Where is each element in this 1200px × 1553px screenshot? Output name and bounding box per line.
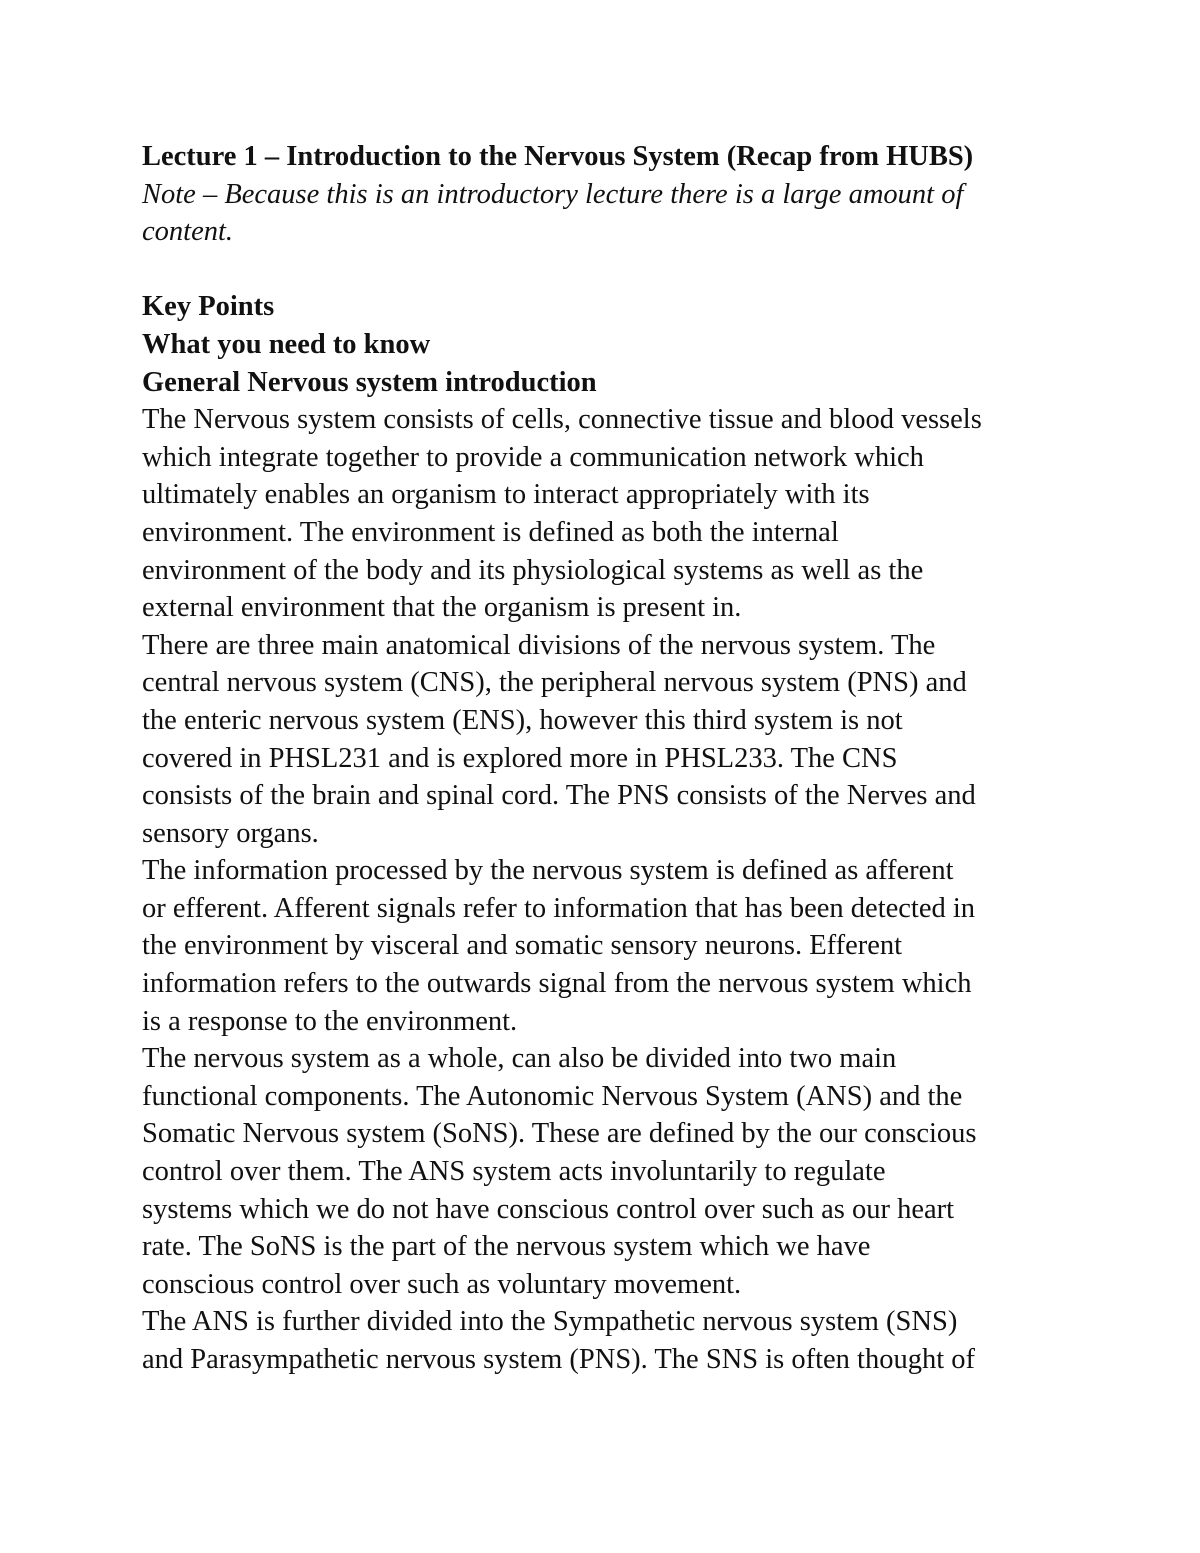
paragraph-line: The nervous system as a whole, can also be divided into two main: [142, 1043, 897, 1075]
document-title: Lecture 1 – Introduction to the Nervous System (Recap from HUBS): [142, 141, 974, 172]
note-line: content.: [142, 216, 234, 248]
paragraph-line: functional components. The Autonomic Nervous System (ANS) and the: [142, 1080, 963, 1112]
paragraph-line: ultimately enables an organism to interact appropriately with its: [142, 479, 870, 511]
intro-note: [142, 176, 1072, 251]
paragraph-line: Somatic Nervous system (SoNS). These are defined by the our conscious: [142, 1118, 977, 1150]
paragraph-line: rate. The SoNS is the part of the nervous system which we have: [142, 1231, 871, 1263]
paragraph-line: The ANS is further divided into the Sympathetic nervous system (SNS): [142, 1306, 958, 1338]
spacer: [142, 251, 1072, 289]
paragraph-line: sensory organs.: [142, 817, 319, 849]
paragraph-line: the environment by visceral and somatic sensory neurons. Efferent: [142, 930, 903, 962]
heading-need-to-know: What you need to know: [142, 328, 431, 360]
paragraph-line: There are three main anatomical divisions of the nervous system. The: [142, 629, 936, 661]
paragraph-line: conscious control over such as voluntary movement.: [142, 1268, 742, 1300]
paragraph-line: systems which we do not have conscious control over such as our heart: [142, 1193, 955, 1225]
paragraph-line: information refers to the outwards signal from the nervous system which: [142, 968, 972, 1000]
paragraph-line: The information processed by the nervous system is defined as afferent: [142, 855, 954, 887]
paragraph-line: covered in PHSL231 and is explored more in PHSL233. The CNS: [142, 742, 898, 774]
paragraph-ans-divisions: [142, 1303, 1072, 1378]
document-page: [142, 138, 1072, 1379]
paragraph-line: is a response to the environment.: [142, 1005, 518, 1037]
heading-general-intro: General Nervous system introduction: [142, 366, 597, 398]
heading-key-points: Key Points: [142, 291, 275, 323]
paragraph-functional-components: [142, 1040, 1072, 1303]
paragraph-line: control over them. The ANS system acts involuntarily to regulate: [142, 1156, 886, 1188]
paragraph-line: or efferent. Afferent signals refer to information that has been detected in: [142, 892, 976, 924]
paragraph-line: environment of the body and its physiological systems as well as the: [142, 554, 924, 586]
paragraph-line: consists of the brain and spinal cord. The PNS consists of the Nerves and: [142, 780, 976, 812]
paragraph-line: environment. The environment is defined as both the internal: [142, 516, 839, 548]
note-line: Note – Because this is an introductory lecture there is a large amount of: [142, 178, 964, 210]
paragraph-afferent-efferent: [142, 852, 1072, 1040]
paragraph-overview: [142, 401, 1072, 627]
paragraph-line: the enteric nervous system (ENS), however this third system is not: [142, 704, 903, 736]
paragraph-line: and Parasympathetic nervous system (PNS). The SNS is often thought of: [142, 1344, 976, 1375]
paragraph-line: which integrate together to provide a communication network which: [142, 441, 924, 473]
paragraph-anatomical-divisions: [142, 627, 1072, 853]
paragraph-line: The Nervous system consists of cells, connective tissue and blood vessels: [142, 404, 982, 436]
paragraph-line: central nervous system (CNS), the peripheral nervous system (PNS) and: [142, 667, 967, 699]
paragraph-line: external environment that the organism is present in.: [142, 592, 742, 624]
